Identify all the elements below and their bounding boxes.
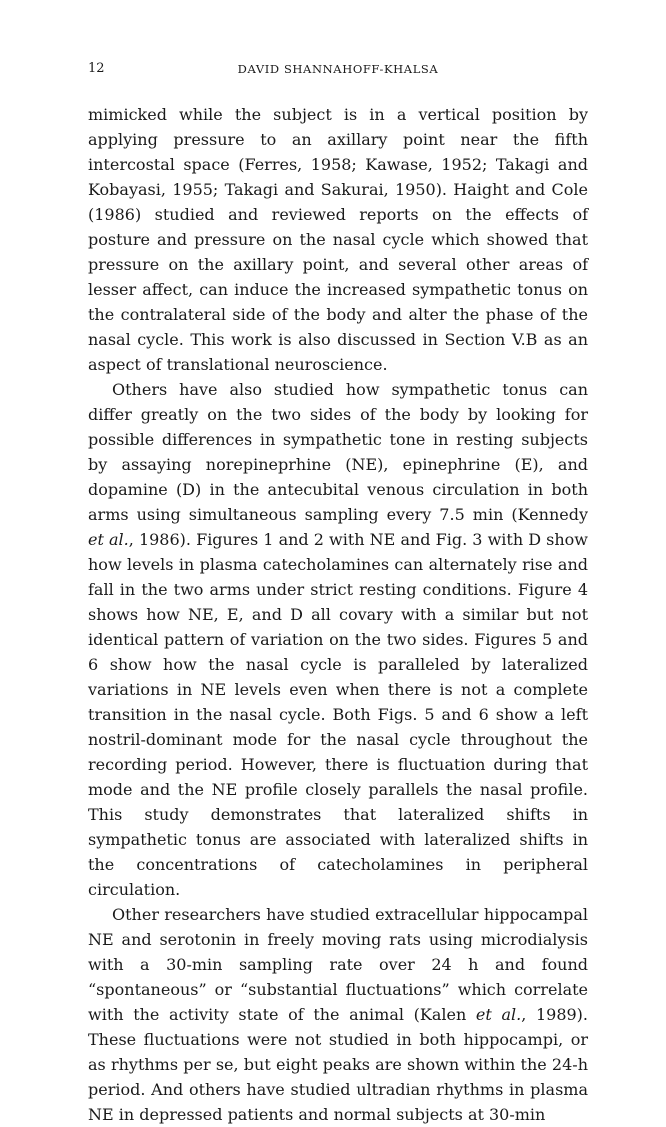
paragraph-2-text-a: Others have also studied how sympathetic tonus can differ greatly on the two sides of the body by looking for possible differences in sympathetic tone in resting subjects by assaying norepineprhine (NE), epinephrine (E), and dopamine (D) in the antecubital venous circulation in both arms using simultaneous sampling every 7.5 min (Kennedy bbox=[88, 380, 588, 524]
paragraph-1 bbox=[88, 102, 588, 377]
paragraph-3-et-al: et al. bbox=[475, 1005, 522, 1024]
paragraph-1-text: mimicked while the subject is in a vertical position by applying pressure to an axillary point near the fifth intercostal space (Ferres, 1958; Kawase, 1952; Takagi and Kobayasi, 1955; Takagi and Sakurai, 1950). Haight and Cole (1986) studied and reviewed reports on the effects of posture and pressure on the nasal cycle which showed that pressure on the axillary point, and several other areas of lesser affect, can induce the increased sympathetic tonus on the contralateral side of the body and alter the phase of the nasal cycle. This work is also discussed in Section V.B as an aspect of translational neuroscience. bbox=[88, 105, 588, 374]
paragraph-3 bbox=[88, 902, 588, 1127]
body-text bbox=[88, 102, 588, 1127]
book-page bbox=[88, 56, 588, 1127]
paragraph-2-et-al: et al. bbox=[88, 530, 129, 549]
running-header bbox=[88, 56, 588, 82]
running-head-author: DAVID SHANNAHOFF-KHALSA bbox=[237, 62, 439, 76]
paragraph-2-text-b: , 1986). Figures 1 and 2 with NE and Fig. 3 with D show how levels in plasma catecholamines can alternately rise and fall in the two arms under strict resting conditions. Figure 4 shows how NE, E, and D all covary with a similar but not identical pattern of variation on the two sides. Figures 5 and 6 show how the nasal cycle is paralleled by lateralized variations in NE levels even when there is not a complete transition in the nasal cycle. Both Figs. 5 and 6 show a left nostril-dominant mode for the nasal cycle throughout the recording period. However, there is fluctuation during that mode and the NE profile closely parallels the nasal profile. This study demonstrates that lateralized shifts in sympathetic tonus are associated with lateralized shifts in the concentrations of catecholamines in peripheral circulation. bbox=[88, 530, 588, 899]
page-number: 12 bbox=[88, 61, 105, 76]
paragraph-3-text-b: , 1989). These fluctuations were not studied in both hippocampi, or as rhythms per se, but eight peaks are shown within the 24-h period. And others have studied ultradian rhythms in plasma NE in depressed patients and normal subjects at 30-min bbox=[88, 1005, 589, 1124]
paragraph-3-text-a: Other researchers have studied extracellular hippocampal NE and serotonin in freely moving rats using microdialysis with a 30-min sampling rate over 24 h and found “spontaneous” or “substantial fluctuations” which correlate with the activity state of the animal (Kalen bbox=[88, 905, 588, 1024]
paragraph-2 bbox=[88, 377, 588, 902]
